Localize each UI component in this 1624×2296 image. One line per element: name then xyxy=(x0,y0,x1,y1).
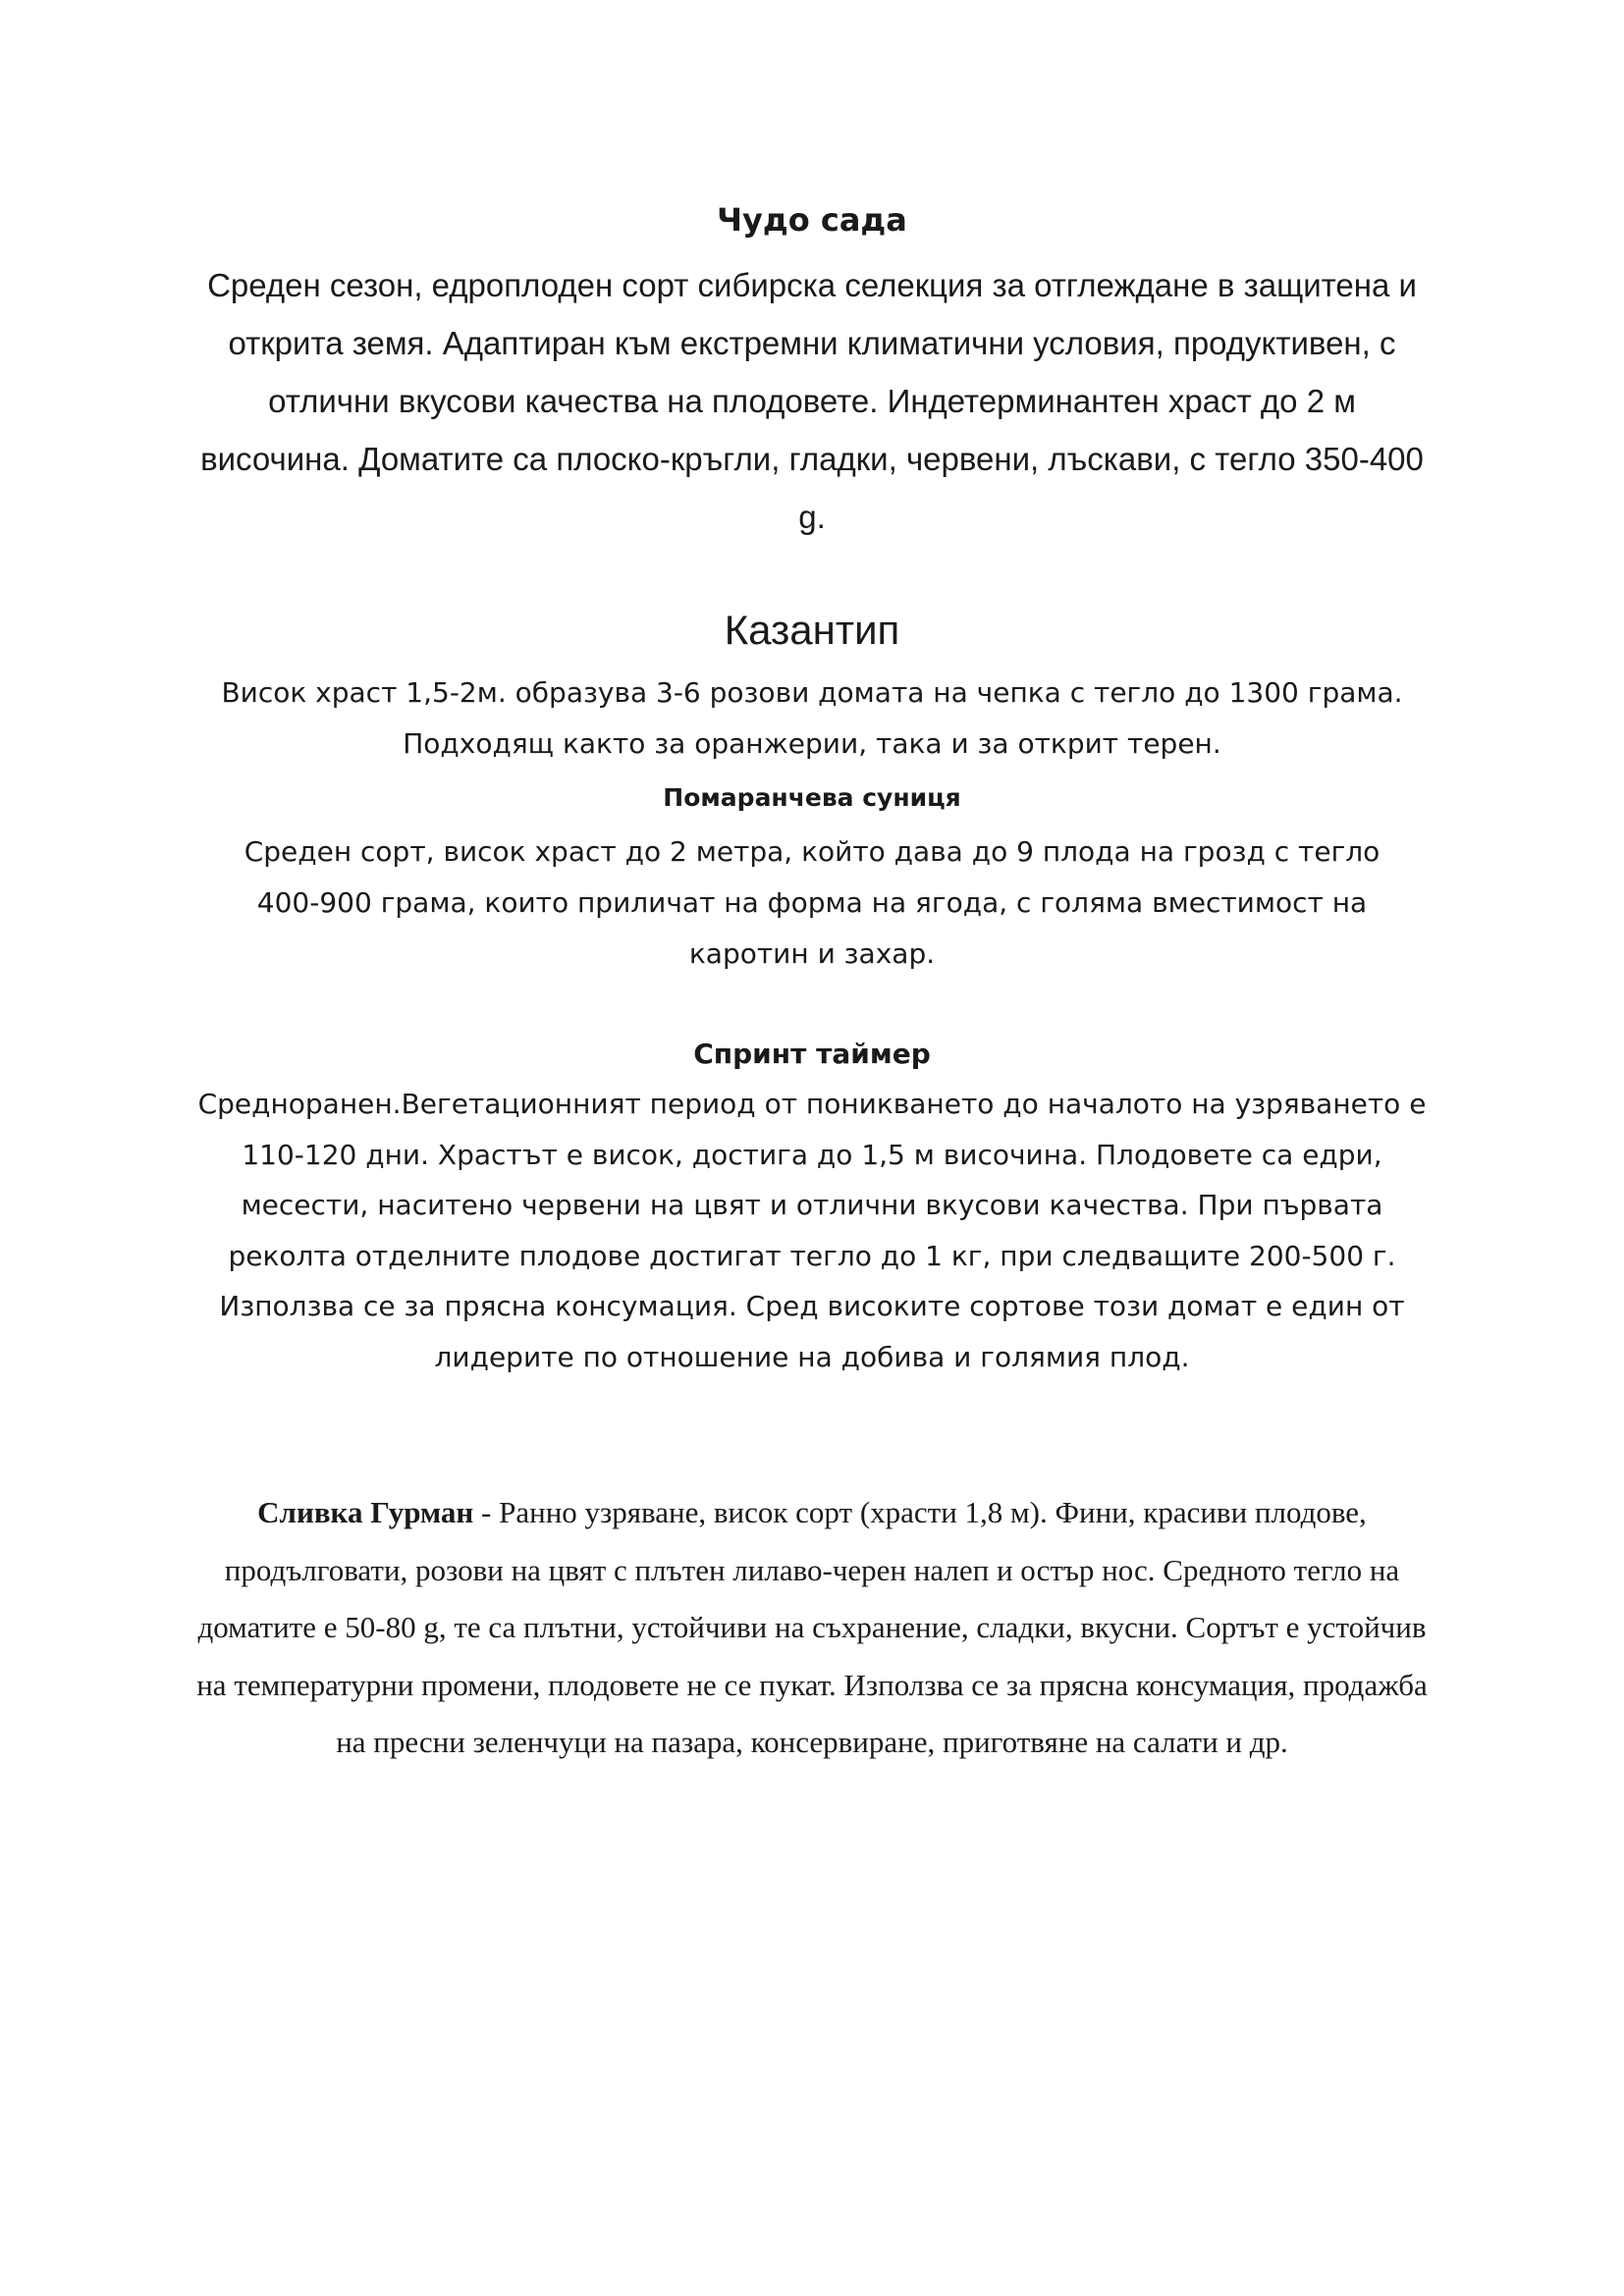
section-slivka-gurman xyxy=(192,1484,1432,1772)
section-body-chudo-sada: Среден сезон, едроплоден сорт сибирска селекция за отглеждане в защитена и открита земя. Адаптиран към екстремни климатични условия, продуктивен, с отлични вкусови качества на плодовете. Индетерминантен храст до 2 м височина. Доматите са плоско-кръгли, гладки, червени, лъскави, с тегло 350-400 g. xyxy=(200,267,1424,535)
section-body-slivka-gurman: Ранно узряване, висок сорт (храсти 1,8 м). Фини, красиви плодове, продълговати, розови на цвят с плътен лилаво-черен налеп и остър нос. Средното тегло на доматите е 50-80 g, те са плътни, устойчиви на съхранение, сладки, вкусни. Сортът е устойчив на температурни промени, плодовете не се пукат. Използва се за прясна консумация, продажба на пресни зеленчуци на пазара, консервиране, приготвяне на салати и др. xyxy=(196,1495,1428,1759)
section-title-slivka-gurman: Сливка Гурман xyxy=(257,1495,474,1529)
section-title-pomaranchava-sunitsa: Помаранчева суниця xyxy=(663,783,961,812)
section-title-kazantip: Казантип xyxy=(724,607,900,653)
section-title-chudo-sada: Чудо сада xyxy=(717,201,907,239)
section-body-kazantip: Висок храст 1,5-2м. образува 3-6 розови домата на чепка с тегло до 1300 грама. Подходящ както за оранжерии, така и за открит терен. xyxy=(221,676,1403,760)
section-body-sprint-taimer: Средноранен.Вегетационният период от поникването до началото на узряването е 110-120 дни. Храстът е висок, достига до 1,5 м височина. Плодовете са едри, месести, наситено червени на цвят и отлични вкусови качества. При първата реколта отделните плодове достигат тегло до 1 кг, при следващите 200-500 г. Използва се за прясна консумация. Сред високите сортове този домат е един от лидерите по отношение на добива и голямия плод. xyxy=(197,1088,1427,1373)
section-title-sprint-taimer: Спринт таймер xyxy=(693,1038,931,1070)
title-separator: - xyxy=(473,1495,500,1529)
section-body-pomaranchava-sunitsa: Среден сорт, висок храст до 2 метра, който дава до 9 плода на грозд с тегло 400-900 грама, които приличат на форма на ягода, с голяма вместимост на каротин и захар. xyxy=(244,835,1380,970)
